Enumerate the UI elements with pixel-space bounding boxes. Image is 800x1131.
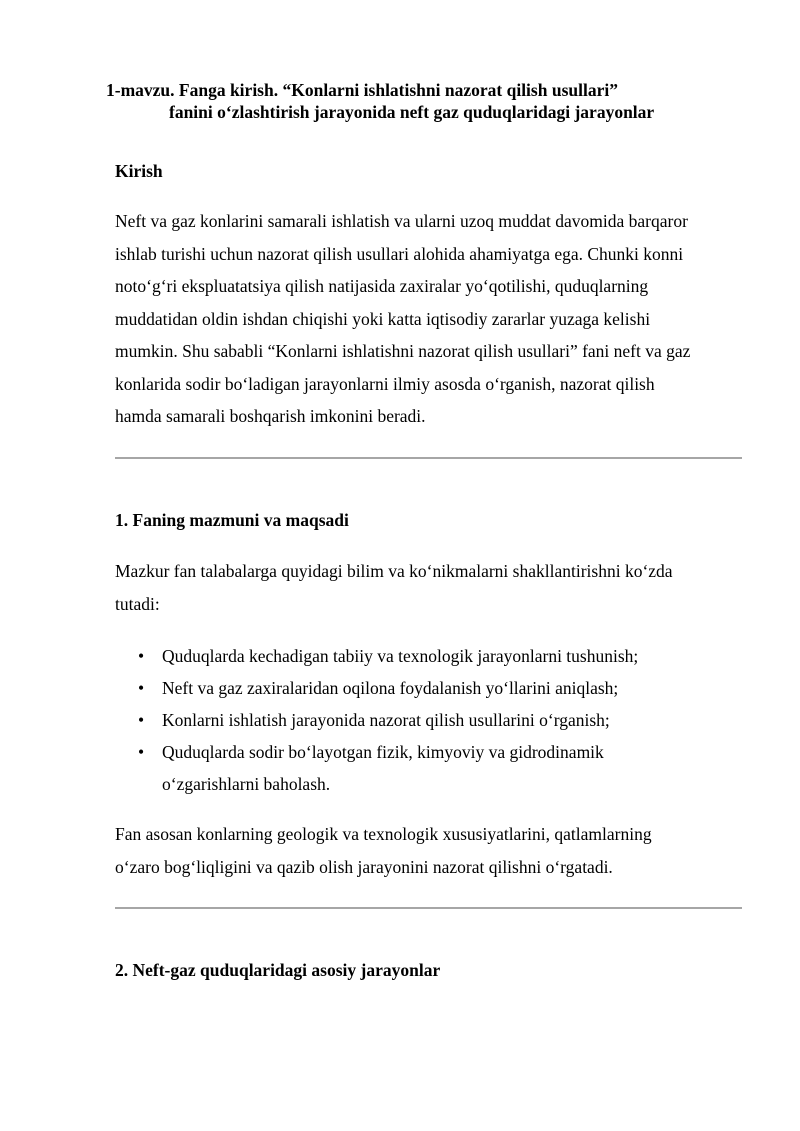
objectives-list — [115, 640, 745, 800]
section-1-lead-paragraph — [115, 555, 745, 620]
list-item-text: Quduqlarda sodir bo‘layotgan fizik, kimyoviy va gidrodinamik — [162, 742, 604, 762]
bullet-icon: • — [138, 710, 145, 730]
intro-heading: Kirish — [115, 161, 163, 181]
intro-line: ishlab turishi uchun nazorat qilish usullari alohida ahamiyatga ega. Chunki konni — [115, 243, 684, 264]
intro-line: hamda samarali boshqarish imkonini beradi. — [115, 406, 426, 426]
section-1-closing-paragraph — [115, 818, 745, 883]
document-title-line-1: 1-mavzu. Fanga kirish. “Konlarni ishlatishni nazorat qilish usullari” — [106, 80, 618, 100]
list-item-text: Quduqlarda kechadigan tabiiy va texnologik jarayonlarni tushunish; — [162, 646, 639, 666]
section-2-heading: 2. Neft-gaz quduqlaridagi asosiy jarayonlar — [115, 960, 441, 980]
bullet-icon: • — [138, 678, 145, 698]
list-item — [115, 704, 745, 736]
intro-line: konlarida sodir bo‘ladigan jarayonlarni ilmiy asosda o‘rganish, nazorat qilish — [115, 373, 655, 394]
section-divider — [115, 907, 742, 909]
section-1-heading: 1. Faning mazmuni va maqsadi — [115, 510, 349, 530]
intro-line: muddatidan oldin ishdan chiqishi yoki katta iqtisodiy zararlar yuzaga kelishi — [115, 308, 651, 329]
intro-paragraph — [115, 205, 745, 433]
section-divider — [115, 457, 742, 459]
intro-line: Neft va gaz konlarini samarali ishlatish va ularni uzoq muddat davomida barqaror — [115, 211, 688, 231]
document-title-line-2: fanini o‘zlashtirish jarayonida neft gaz quduqlaridagi jarayonlar — [169, 102, 655, 122]
list-item-text: o‘zgarishlarni baholash. — [162, 774, 331, 794]
intro-line: noto‘g‘ri ekspluatatsiya qilish natijasida zaxiralar yo‘qotilishi, quduqlarning — [115, 276, 649, 296]
closing-line: o‘zaro bog‘liqligini va qazib olish jarayonini nazorat qilishni o‘rgatadi. — [115, 856, 613, 877]
list-item-text: Konlarni ishlatish jarayonida nazorat qilish usullarini o‘rganish; — [162, 710, 610, 730]
bullet-icon: • — [138, 742, 145, 762]
closing-line: Fan asosan konlarning geologik va texnologik xususiyatlarini, qatlamlarning — [115, 824, 652, 844]
lead-line: tutadi: — [115, 593, 160, 614]
list-item — [115, 640, 745, 672]
list-item — [115, 672, 745, 704]
lead-line: Mazkur fan talabalarga quyidagi bilim va ko‘nikmalarni shakllantirishni ko‘zda — [115, 561, 673, 581]
bullet-icon: • — [138, 646, 145, 666]
list-item — [115, 736, 745, 800]
intro-line: mumkin. Shu sababli “Konlarni ishlatishni nazorat qilish usullari” fani neft va gaz — [115, 341, 691, 361]
list-item-text: Neft va gaz zaxiralaridan oqilona foydalanish yo‘llarini aniqlash; — [162, 678, 619, 698]
